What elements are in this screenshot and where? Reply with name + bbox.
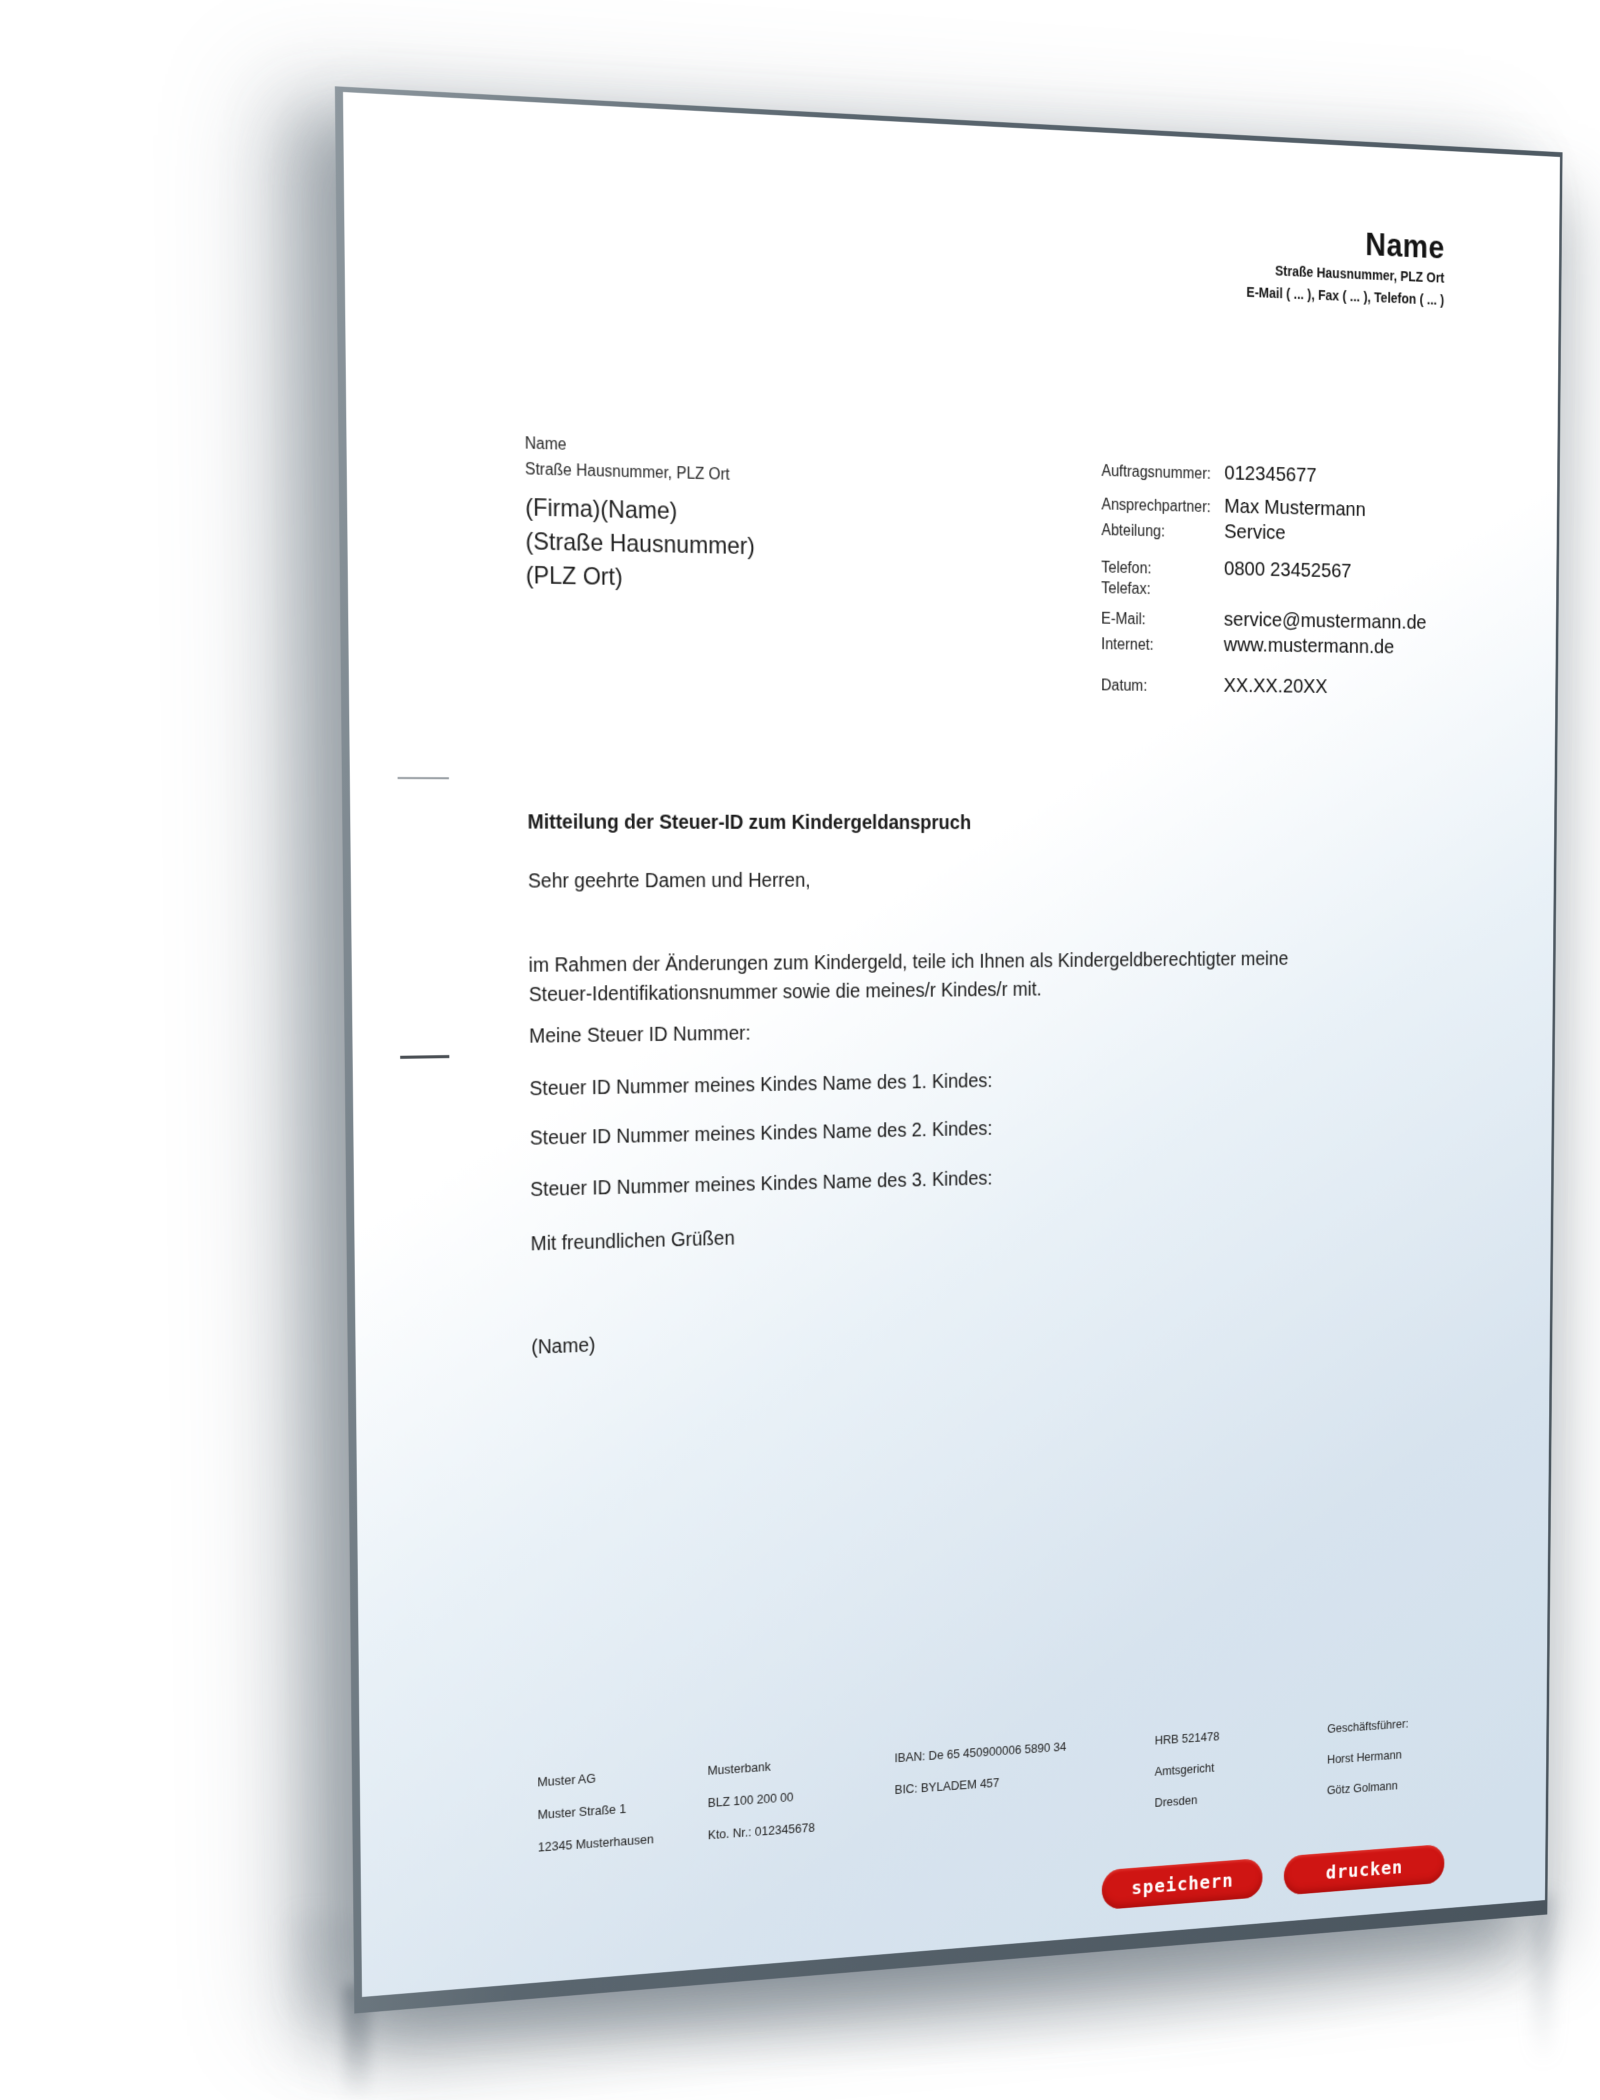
letter-page xyxy=(343,92,1560,1997)
document-mockup xyxy=(343,92,1560,1997)
footer-line: BIC: BYLADEM 457 xyxy=(894,1775,1000,1797)
footer-line: HRB 521478 xyxy=(1154,1728,1220,1748)
info-label: Auftragsnummer: xyxy=(1101,463,1211,483)
info-label: Telefon: xyxy=(1101,559,1152,578)
info-value: Max Mustermann xyxy=(1224,494,1366,521)
info-row-internet xyxy=(1101,631,1476,662)
info-value: XX.XX.20XX xyxy=(1223,674,1328,698)
recipient-company: (Firma)(Name) xyxy=(525,493,678,526)
footer-line: Muster Straße 1 xyxy=(537,1801,627,1823)
info-row-datum xyxy=(1101,673,1475,703)
footer-line: BLZ 100 200 00 xyxy=(707,1789,794,1811)
fold-mark-top xyxy=(398,777,449,779)
footer-column-company xyxy=(537,1758,653,1863)
info-value: service@mustermann.de xyxy=(1223,608,1427,634)
letterhead-contact: E-Mail ( ... ), Fax ( ... ), Telefon ( ... ) xyxy=(1246,283,1445,308)
sender-address-line: Straße Hausnummer, PLZ Ort xyxy=(524,460,730,484)
sender-name-line: Name xyxy=(524,435,567,454)
info-block xyxy=(1101,458,1477,702)
footer-line: IBAN: De 65 450900006 5890 34 xyxy=(894,1739,1067,1766)
footer-line: Kto. Nr.: 012345678 xyxy=(707,1819,815,1843)
fold-mark-middle xyxy=(400,1055,449,1059)
signature-line: (Name) xyxy=(531,1334,596,1359)
info-label: Abteilung: xyxy=(1101,522,1166,541)
letterhead xyxy=(1246,219,1444,313)
footer-line: Geschäftsführer: xyxy=(1327,1716,1409,1736)
footer-line: Götz Golmann xyxy=(1326,1778,1398,1798)
footer-column-management xyxy=(1327,1708,1409,1806)
child-3-tax-id-line: Steuer ID Nummer meines Kindes Name des 3. Kindes: xyxy=(530,1167,993,1202)
letterhead-address: Straße Hausnummer, PLZ Ort xyxy=(1275,262,1445,286)
info-value: 012345677 xyxy=(1224,461,1317,487)
letterhead-name: Name xyxy=(1365,225,1445,266)
info-value: www.mustermann.de xyxy=(1223,633,1395,659)
recipient-street: (Straße Hausnummer) xyxy=(525,527,755,561)
info-value: 0800 23452567 xyxy=(1223,557,1352,583)
recipient-block xyxy=(525,431,755,597)
info-row-auftragsnummer xyxy=(1101,458,1477,494)
info-label: Internet: xyxy=(1101,636,1154,654)
footer-line: Amtsgericht xyxy=(1154,1760,1215,1779)
salutation: Sehr geehrte Damen und Herren, xyxy=(527,869,811,893)
save-button[interactable]: speichern xyxy=(1102,1858,1263,1910)
info-label: Ansprechpartner: xyxy=(1101,496,1211,517)
info-value: Service xyxy=(1224,520,1286,545)
info-label: Datum: xyxy=(1101,677,1148,695)
child-1-tax-id-line: Steuer ID Nummer meines Kindes Name des 1. Kindes: xyxy=(529,1070,993,1101)
footer-line: Muster AG xyxy=(537,1770,596,1790)
footer-column-bank xyxy=(707,1747,814,1851)
info-label: E-Mail: xyxy=(1101,610,1146,629)
subject-line: Mitteilung der Steuer-ID zum Kindergeldanspruch xyxy=(527,811,972,834)
recipient-city: (PLZ Ort) xyxy=(525,561,623,592)
footer-line: Musterbank xyxy=(707,1758,771,1778)
right-corner-shadow xyxy=(1532,1895,1554,2065)
body-paragraph xyxy=(528,946,1288,1011)
footer-line: 12345 Musterhausen xyxy=(537,1831,654,1855)
closing-line: Mit freundlichen Grüßen xyxy=(530,1227,735,1256)
footer-column-iban xyxy=(895,1731,1067,1806)
footer-column-register xyxy=(1155,1720,1220,1818)
footer-line: Dresden xyxy=(1154,1792,1198,1810)
paragraph-line-2: Steuer-Identifikationsnummer sowie die meines/r Kindes/r mit. xyxy=(528,978,1042,1007)
footer-line: Horst Hermann xyxy=(1327,1747,1402,1767)
paragraph-line-1: im Rahmen der Änderungen zum Kindergeld, teile ich Ihnen als Kindergeldberechtigter meine xyxy=(528,948,1289,977)
child-2-tax-id-line: Steuer ID Nummer meines Kindes Name des 2. Kindes: xyxy=(529,1118,993,1150)
info-label: Telefax: xyxy=(1101,580,1151,598)
print-button[interactable]: drucken xyxy=(1284,1844,1445,1895)
my-tax-id-line: Meine Steuer ID Nummer: xyxy=(529,1022,751,1048)
